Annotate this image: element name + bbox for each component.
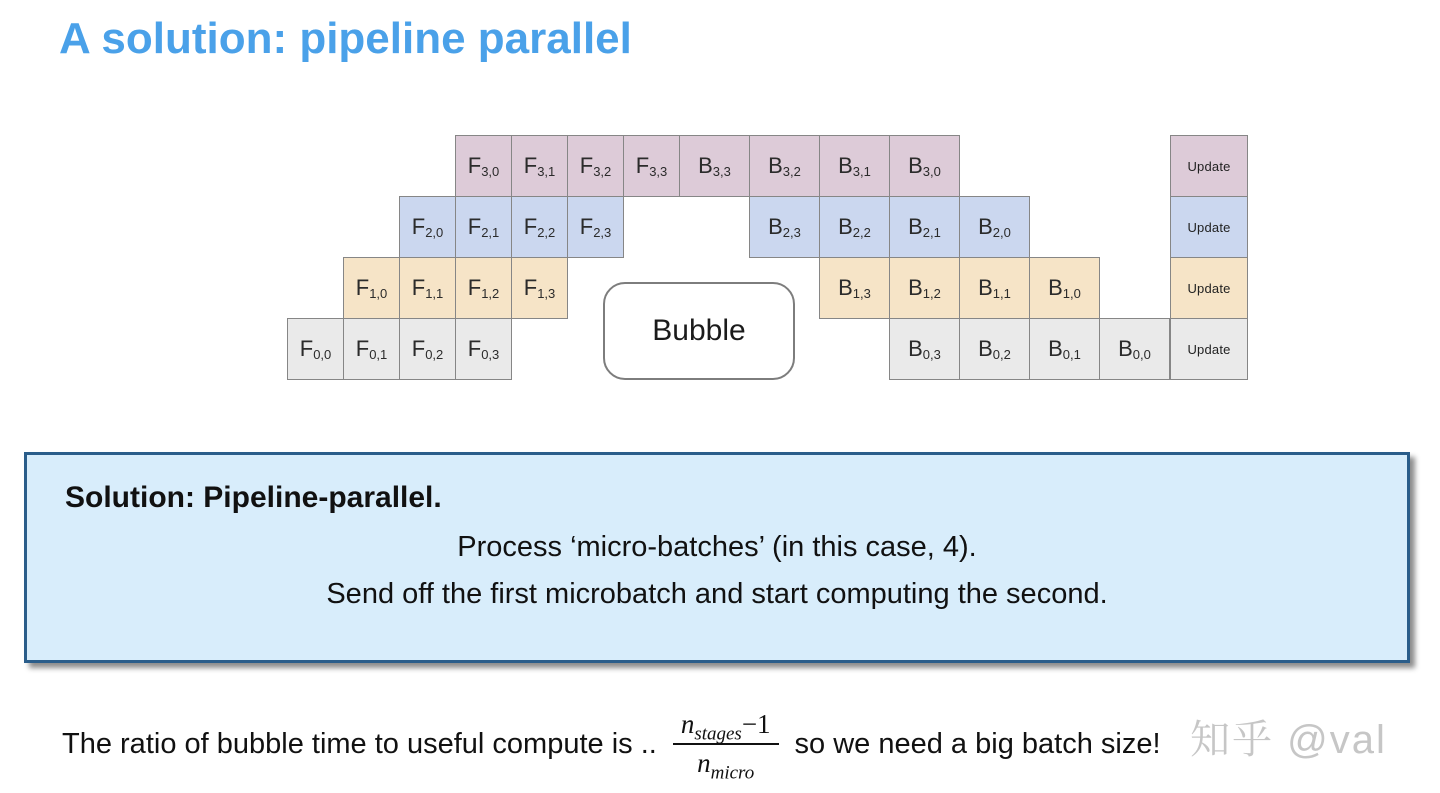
footer-text-after: so we need a big batch size! <box>794 727 1161 760</box>
cell-update-stage-0: Update <box>1170 318 1248 380</box>
watermark: 知乎 @val <box>1190 718 1387 762</box>
cell-f-2-1: F 2,1 <box>455 196 512 258</box>
cell-b-0-3: B 0,3 <box>889 318 960 380</box>
cell-f-2-0: F 2,0 <box>399 196 456 258</box>
numerator-variable: n <box>680 708 695 739</box>
fraction-numerator <box>673 709 779 745</box>
cell-update-stage-3: Update <box>1170 135 1248 197</box>
bubble-label: Bubble <box>652 314 746 347</box>
cell-f-3-0: F 3,0 <box>455 135 512 197</box>
cell-b-2-1: B 2,1 <box>889 196 960 258</box>
cell-f-1-3: F 1,3 <box>511 257 568 319</box>
cell-b-1-3: B 1,3 <box>819 257 890 319</box>
cell-b-0-1: B 0,1 <box>1029 318 1100 380</box>
cell-f-2-3: F 2,3 <box>567 196 624 258</box>
solution-box <box>24 452 1410 663</box>
cell-f-1-2: F 1,2 <box>455 257 512 319</box>
solution-line-microbatches: Process ‘micro-batches’ (in this case, 4). <box>457 531 977 563</box>
cell-b-3-0: B 3,0 <box>889 135 960 197</box>
cell-b-3-3: B 3,3 <box>679 135 750 197</box>
numerator-suffix: −1 <box>741 708 771 739</box>
fraction-denominator <box>697 745 755 784</box>
cell-b-2-3: B 2,3 <box>749 196 820 258</box>
cell-b-0-2: B 0,2 <box>959 318 1030 380</box>
footer-text-before: The ratio of bubble time to useful compute is .. <box>62 727 657 760</box>
bubble-box <box>603 282 795 380</box>
cell-f-0-0: F 0,0 <box>287 318 344 380</box>
cell-f-2-2: F 2,2 <box>511 196 568 258</box>
page-title: A solution: pipeline parallel <box>59 14 632 63</box>
numerator-subscript: stages <box>694 723 742 745</box>
cell-f-1-1: F 1,1 <box>399 257 456 319</box>
denominator-subscript: micro <box>710 762 755 784</box>
solution-line-send-off: Send off the first microbatch and start computing the second. <box>326 578 1108 610</box>
cell-f-0-3: F 0,3 <box>455 318 512 380</box>
cell-b-3-1: B 3,1 <box>819 135 890 197</box>
bubble-ratio-fraction <box>673 708 779 784</box>
cell-f-0-1: F 0,1 <box>343 318 400 380</box>
denominator-variable: n <box>697 748 711 778</box>
cell-f-3-1: F 3,1 <box>511 135 568 197</box>
cell-b-0-0: B 0,0 <box>1099 318 1170 380</box>
cell-update-stage-2: Update <box>1170 196 1248 258</box>
cell-f-3-3: F 3,3 <box>623 135 680 197</box>
cell-f-0-2: F 0,2 <box>399 318 456 380</box>
cell-b-3-2: B 3,2 <box>749 135 820 197</box>
cell-b-1-2: B 1,2 <box>889 257 960 319</box>
bubble-ratio-sentence <box>62 698 1161 790</box>
cell-b-2-0: B 2,0 <box>959 196 1030 258</box>
cell-f-1-0: F 1,0 <box>343 257 400 319</box>
cell-b-1-1: B 1,1 <box>959 257 1030 319</box>
solution-heading: Solution: Pipeline-parallel. <box>65 481 442 514</box>
cell-f-3-2: F 3,2 <box>567 135 624 197</box>
cell-b-2-2: B 2,2 <box>819 196 890 258</box>
cell-update-stage-1: Update <box>1170 257 1248 319</box>
cell-b-1-0: B 1,0 <box>1029 257 1100 319</box>
